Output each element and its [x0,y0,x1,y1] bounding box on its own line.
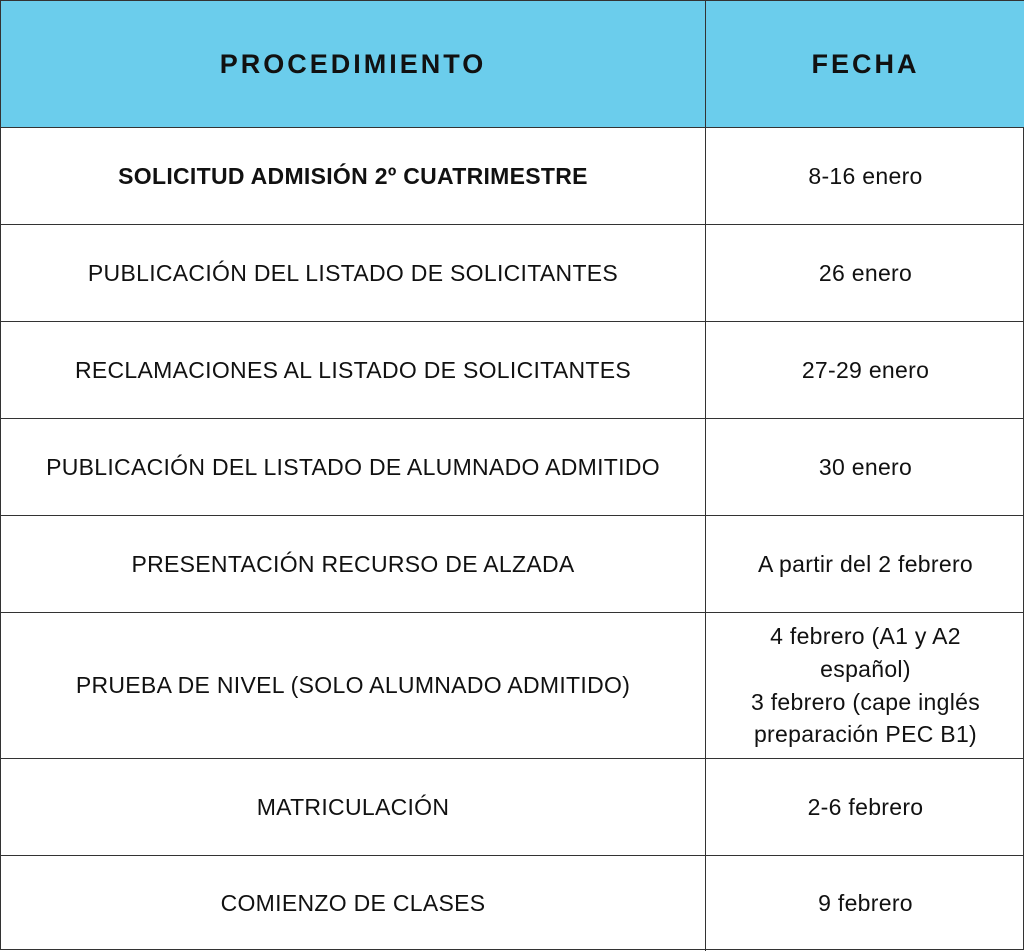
fecha-line: preparación PEC B1) [753,721,978,748]
table-cell-fecha: A partir del 2 febrero [706,516,1024,613]
table-cell-fecha [706,613,1024,759]
table-cell-procedimiento: PUBLICACIÓN DEL LISTADO DE SOLICITANTES [1,225,706,322]
table-cell-fecha: 30 enero [706,419,1024,516]
table-cell-procedimiento: SOLICITUD ADMISIÓN 2º CUATRIMESTRE [1,128,706,225]
table-cell-procedimiento: COMIENZO DE CLASES [1,856,706,951]
column-header-fecha: FECHA [706,1,1024,128]
table-cell-procedimiento: PRUEBA DE NIVEL (SOLO ALUMNADO ADMITIDO) [1,613,706,759]
fecha-line: español) [820,655,911,682]
table-cell-fecha: 2-6 febrero [706,759,1024,856]
table-cell-procedimiento: PRESENTACIÓN RECURSO DE ALZADA [1,516,706,613]
table-cell-procedimiento: MATRICULACIÓN [1,759,706,856]
table-cell-fecha: 9 febrero [818,890,913,917]
fecha-line: 4 febrero (A1 y A2 [770,623,961,650]
table-cell-fecha: 26 enero [706,225,1024,322]
table-cell-fecha: 27-29 enero [706,322,1024,419]
fecha-line: 3 febrero (cape inglés [750,688,981,715]
table-cell-procedimiento: PUBLICACIÓN DEL LISTADO DE ALUMNADO ADMITIDO [1,419,706,516]
table-cell-procedimiento: RECLAMACIONES AL LISTADO DE SOLICITANTES [1,322,706,419]
table-cell-fecha: 8-16 enero [706,128,1024,225]
column-header-procedimiento: PROCEDIMIENTO [1,1,706,128]
